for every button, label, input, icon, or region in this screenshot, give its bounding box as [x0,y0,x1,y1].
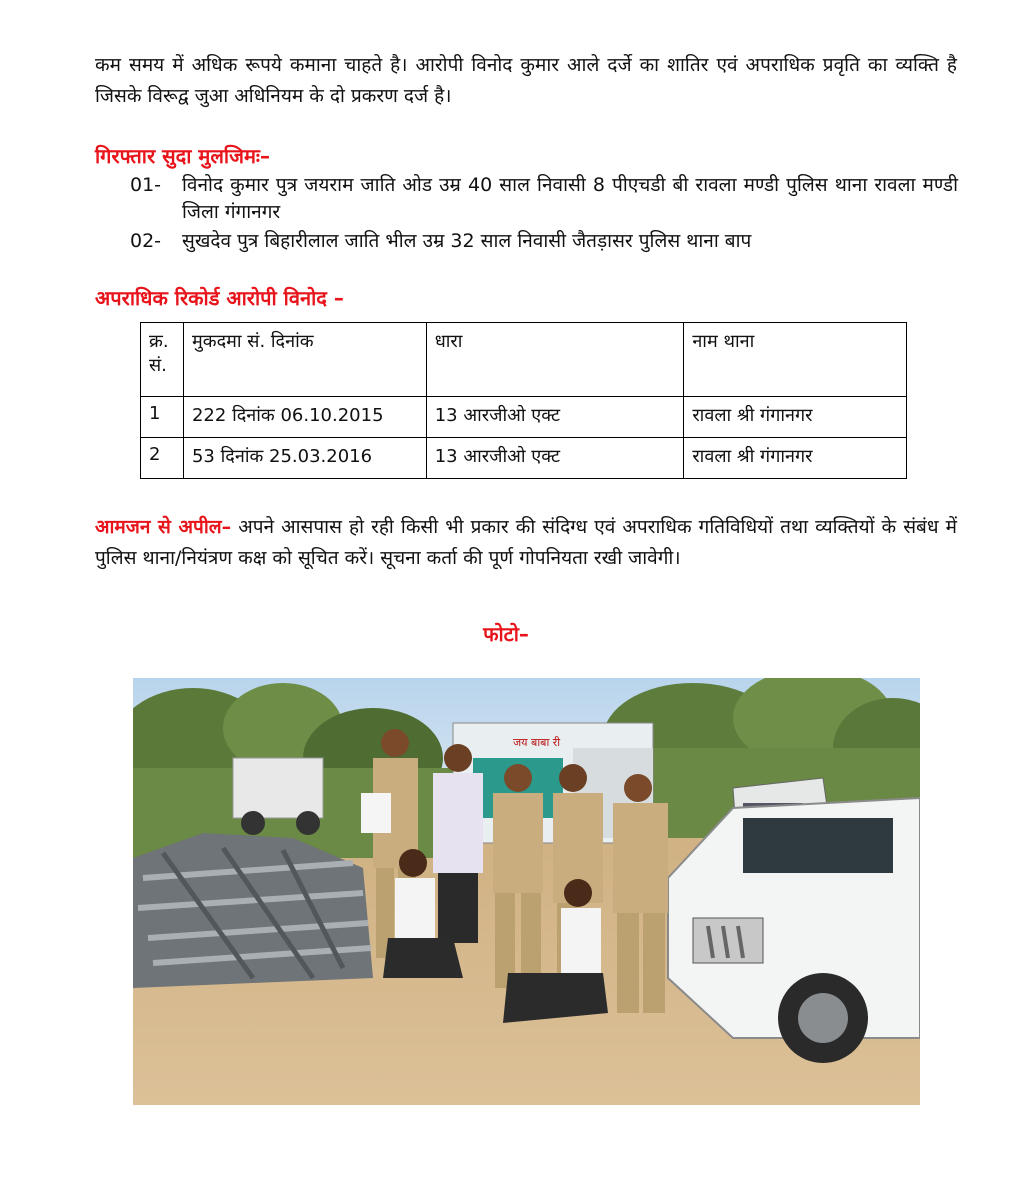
cell-section: 13 आरजीओ एक्ट [426,397,684,438]
cell-serial: 2 [141,438,184,479]
header-police-station: नाम थाना [684,323,907,397]
arrested-item-1 [130,172,958,226]
arrested-item-2 [130,228,958,255]
truck-sign: जय बाबा री [513,736,561,749]
header-section: धारा [426,323,684,397]
evidence-photo [133,678,920,1105]
header-serial: क्र. सं. [141,323,184,397]
arrested-item-text: विनोद कुमार पुत्र जयराम जाति ओड उम्र 40 साल निवासी 8 पीएचडी बी रावला मण्डी पुलिस थाना रावला मण्डी जिला गंगानगर [182,174,958,223]
photo-scene [133,678,920,1105]
table-row [141,397,907,438]
header-case-date: मुकदमा सं. दिनांक [183,323,426,397]
photo-heading: फोटो– [483,622,529,646]
appeal-paragraph [95,512,957,574]
table-header-row [141,323,907,397]
arrested-item-number: 02- [130,230,162,252]
cell-case-date: 222 दिनांक 06.10.2015 [183,397,426,438]
arrested-item-text: सुखदेव पुत्र बिहारीलाल जाति भील उम्र 32 साल निवासी जैतड़ासर पुलिस थाना बाप [182,230,752,252]
cell-section: 13 आरजीओ एक्ट [426,438,684,479]
criminal-record-table [140,322,907,479]
arrested-heading: गिरफ्तार सुदा मुलजिमः– [95,144,270,168]
appeal-text: अपने आसपास हो रही किसी भी प्रकार की संदिग्ध एवं अपराधिक गतिविधियों तथा व्यक्तियों के संबंध में पुलिस थाना/नियंत्रण कक्ष को सूचित करें। सूचना कर्ता की पूर्ण गोपनियता रखी जावेगी। [95,516,958,569]
record-heading: अपराधिक रिकोर्ड आरोपी विनोद – [95,286,344,310]
cell-police-station: रावला श्री गंगानगर [684,397,907,438]
cell-police-station: रावला श्री गंगानगर [684,438,907,479]
intro-paragraph: कम समय में अधिक रूपये कमाना चाहते है। आरोपी विनोद कुमार आले दर्जे का शातिर एवं अपराधिक प्रवृति का व्यक्ति है जिसके विरूद्व जुआ अधिनियम के दो प्रकरण दर्ज है। [95,54,957,107]
table-row [141,438,907,479]
cell-serial: 1 [141,397,184,438]
cell-case-date: 53 दिनांक 25.03.2016 [183,438,426,479]
arrested-item-number: 01- [130,174,162,196]
appeal-label: आमजन से अपील– [95,516,232,538]
civilian-man [433,744,483,943]
